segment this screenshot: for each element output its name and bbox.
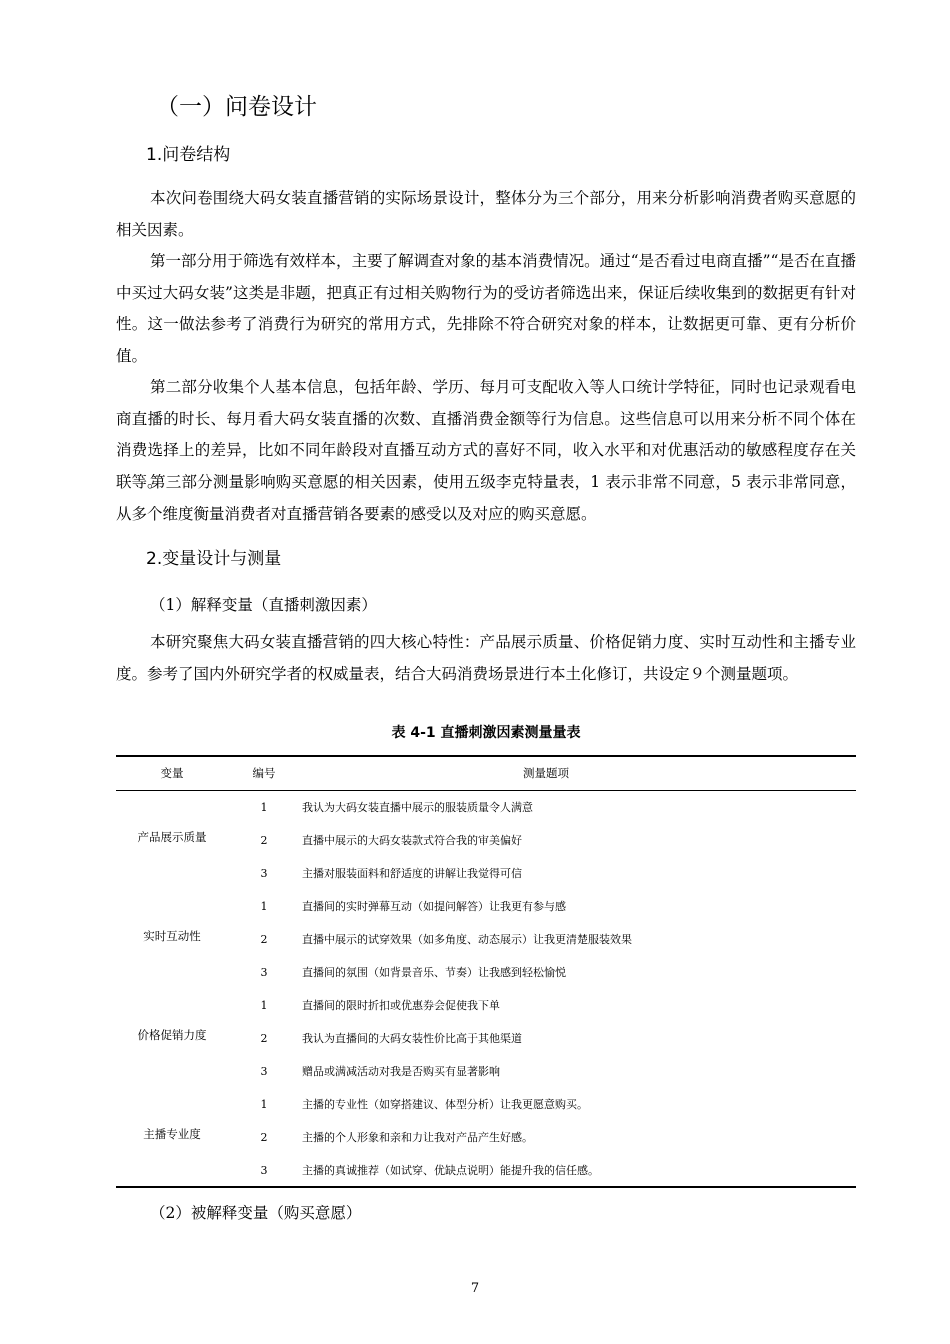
subsection-title-structure: 1.问卷结构 [146, 145, 231, 165]
table-bottom-rule [116, 1186, 856, 1188]
document-page: （一）问卷设计 1.问卷结构 本次问卷围绕大码女装直播营销的实际场景设计，整体分为三个部分，用来分析影响消费者购买意愿的相关因素。 第一部分用于筛选有效样本，主要了解调查对象的基本消费情况。通过“是否看过电商直播”“是否在直播中买过大码女装”这类是非题，把真正有过相关购物行为的受访者筛选出来，保证后续收集到的数据更有针对性。这一做法参考了消费行为研究的常用方式，先排除不符合研究对象的样本，让数据更可靠、更有分析价值。 第二部分收集个人基本信息，包括年龄、学历、每月可支配收入等人口统计学特征，同时也记录观看电商直播的时长、每月看大码女装直播的次数、直播消费金额等行为信息。这些信息可以用来分析不同个体在消费选择上的差异，比如不同年龄段对直播互动方式的喜好不同，收入水平和对优惠活动的敏感程度存在关联等。 第三部分测量影响购买意愿的相关因素，使用五级李克特量表，1 表示非常不同意，5 表示非常同意，从多个维度衡量消费者对直播营销各要素的感受以及对应的购买意愿。 2.变量设计与测量 （1）解释变量（直播刺激因素） 本研究聚焦大码女装直播营销的四大核心特性：产品展示质量、价格促销力度、实时互动性和主播专业度。参考了国内外研究学者的权威量表，结合大码消费场景进行本土化修订，共设定９个测量题项。 表 4-1 直播刺激因素测量量表 变量 编号 测量题项 产品展示质量 1 我认为大码女装直播中展示的服装质量令人满意 2 直播中展示的大码女装款式符合我的审美偏好 3 主播对服装面料和舒适度的讲解让我觉得可信 实时互动性 1 直播间的实时弹幕互动（如提问解答）让我更有参与感 2 直播中展示的试穿效果（如多角度、动态展示）让我更清楚服装效果 3 直播间的氛围（如背景音乐、节奏）让我感到轻松愉悦 价格促销力度 1 直播间的限时折扣或优惠券会促使我下单 2 我认为直播间的大码女装性价比高于其他渠道 3 赠品或满减活动对我是否购买有显著影响 主播专业度 1 主播的专业性（如穿搭建议、体型分析）让我更愿意购买。 2 主播的个人形象和亲和力让我对产品产生好感。 3 主播的真诚推荐（如试穿、优缺点说明）能提升我的信任感。 （2）被解释变量（购买意愿） 7 [0, 0, 950, 1344]
row-number: 3 [260, 1164, 268, 1177]
row-number: 1 [260, 801, 268, 814]
table-row [116, 1121, 856, 1154]
row-number: 3 [260, 1065, 268, 1078]
row-number: 3 [260, 867, 268, 880]
paragraph-intro: 本次问卷围绕大码女装直播营销的实际场景设计，整体分为三个部分，用来分析影响消费者购买意愿的相关因素。 [116, 189, 856, 239]
row-number: 2 [260, 933, 268, 946]
group-name: 价格促销力度 [137, 1028, 207, 1042]
row-text: 我认为直播间的大码女装性价比高于其他渠道 [302, 1032, 522, 1045]
row-number: 1 [260, 900, 268, 913]
table-group [116, 1088, 856, 1187]
paragraph-explanatory: 本研究聚焦大码女装直播营销的四大核心特性：产品展示质量、价格促销力度、实时互动性和主播专业度。参考了国内外研究学者的权威量表，结合大码消费场景进行本土化修订，共设定９个测量题项。 [116, 633, 856, 683]
table-row [116, 956, 856, 989]
table-row [116, 1055, 856, 1088]
row-text: 主播的真诚推荐（如试穿、优缺点说明）能提升我的信任感。 [302, 1164, 599, 1177]
table-row [116, 857, 856, 890]
group-name: 产品展示质量 [137, 830, 207, 844]
row-text: 直播间的氛围（如背景音乐、节奏）让我感到轻松愉悦 [302, 966, 566, 979]
table-caption: 表 4-1 直播刺激因素测量量表 [391, 725, 581, 741]
table-row [116, 890, 856, 923]
section-title: （一）问卷设计 [156, 94, 317, 120]
paragraph-part-two: 第二部分收集个人基本信息，包括年龄、学历、每月可支配收入等人口统计学特征，同时也记录观看电商直播的时长、每月看大码女装直播的次数、直播消费金额等行为信息。这些信息可以用来分析不同个体在消费选择上的差异，比如不同年龄段对直播互动方式的喜好不同，收入水平和对优惠活动的敏感程度存在关联等。 [116, 378, 856, 491]
row-text: 直播中展示的试穿效果（如多角度、动态展示）让我更清楚服装效果 [302, 933, 632, 946]
table-top-rule [116, 755, 856, 757]
page-number: 7 [470, 1281, 480, 1296]
table-header-number: 编号 [252, 766, 276, 780]
table-group [116, 791, 856, 890]
group-name: 主播专业度 [143, 1127, 201, 1141]
table-row [116, 989, 856, 1022]
paragraph-part-one: 第一部分用于筛选有效样本，主要了解调查对象的基本消费情况。通过“是否看过电商直播”“是否在直播中买过大码女装”这类是非题，把真正有过相关购物行为的受访者筛选出来，保证后续收集到的数据更有针对性。这一做法参考了消费行为研究的常用方式，先排除不符合研究对象的样本，让数据更可靠、更有分析价值。 [116, 252, 856, 365]
row-number: 2 [260, 834, 268, 847]
table-group [116, 989, 856, 1088]
table-header-item: 测量题项 [523, 766, 569, 780]
row-number: 2 [260, 1032, 268, 1045]
row-text: 主播对服装面料和舒适度的讲解让我觉得可信 [302, 867, 522, 880]
row-number: 1 [260, 999, 268, 1012]
subsection-title-variables: 2.变量设计与测量 [146, 549, 282, 569]
row-text: 直播间的限时折扣或优惠券会促使我下单 [302, 999, 500, 1012]
table-group [116, 890, 856, 989]
row-text: 直播中展示的大码女装款式符合我的审美偏好 [302, 834, 522, 847]
row-text: 主播的个人形象和亲和力让我对产品产生好感。 [302, 1131, 533, 1144]
table-row [116, 1088, 856, 1121]
group-name: 实时互动性 [143, 929, 201, 943]
sub-subsection-title-explanatory: （1）解释变量（直播刺激因素） [150, 596, 377, 614]
row-number: 1 [260, 1098, 268, 1111]
row-number: 2 [260, 1131, 268, 1144]
table-row [116, 1154, 856, 1187]
table-row [116, 824, 856, 857]
paragraph-part-three: 第三部分测量影响购买意愿的相关因素，使用五级李克特量表，1 表示非常不同意，5 表示非常同意，从多个维度衡量消费者对直播营销各要素的感受以及对应的购买意愿。 [116, 473, 856, 523]
row-text: 直播间的实时弹幕互动（如提问解答）让我更有参与感 [302, 900, 566, 913]
row-number: 3 [260, 966, 268, 979]
row-text: 我认为大码女装直播中展示的服装质量令人满意 [302, 801, 533, 814]
table-row [116, 923, 856, 956]
sub-subsection-title-dependent: （2）被解释变量（购买意愿） [150, 1204, 362, 1222]
row-text: 赠品或满减活动对我是否购买有显著影响 [302, 1065, 500, 1078]
row-text: 主播的专业性（如穿搭建议、体型分析）让我更愿意购买。 [302, 1098, 588, 1111]
table-row [116, 1022, 856, 1055]
table-row [116, 791, 856, 824]
